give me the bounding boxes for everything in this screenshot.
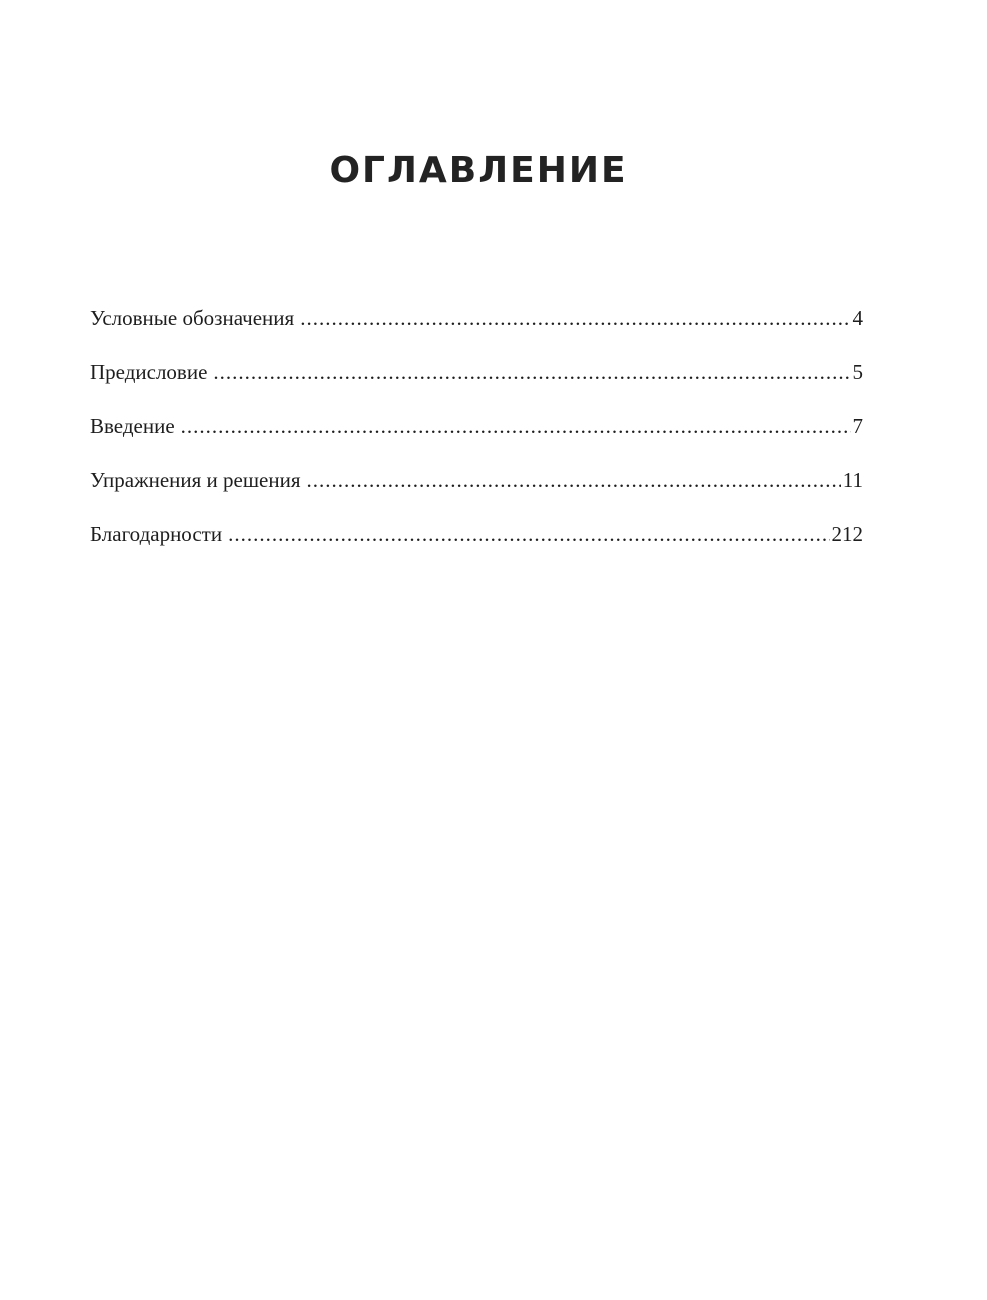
toc-entry-label: Благодарности [90,522,223,546]
toc-entry-label: Условные обозначения [90,306,295,330]
toc-dot-leader [228,522,829,547]
table-of-contents [90,306,863,576]
toc-page-number: 4 [852,306,863,330]
toc-entry-label: Введение [90,414,175,438]
toc-dot-leader [306,468,840,493]
toc-page-number: 11 [842,468,863,492]
toc-entry-symbols[interactable] [90,306,863,360]
toc-dot-leader [213,360,850,385]
toc-entry-introduction[interactable] [90,414,863,468]
toc-entry-acknowledgements[interactable] [90,522,863,576]
page-title: ОГЛАВЛЕНИЕ [329,150,628,191]
toc-dot-leader [181,414,851,439]
toc-page-number: 212 [831,522,863,546]
toc-page-number: 7 [852,414,863,438]
toc-entry-label: Упражнения и решения [90,468,301,492]
toc-entry-preface[interactable] [90,360,863,414]
toc-entry-label: Предисловие [90,360,208,384]
toc-page-number: 5 [852,360,863,384]
toc-entry-exercises[interactable] [90,468,863,522]
toc-dot-leader [300,306,850,331]
